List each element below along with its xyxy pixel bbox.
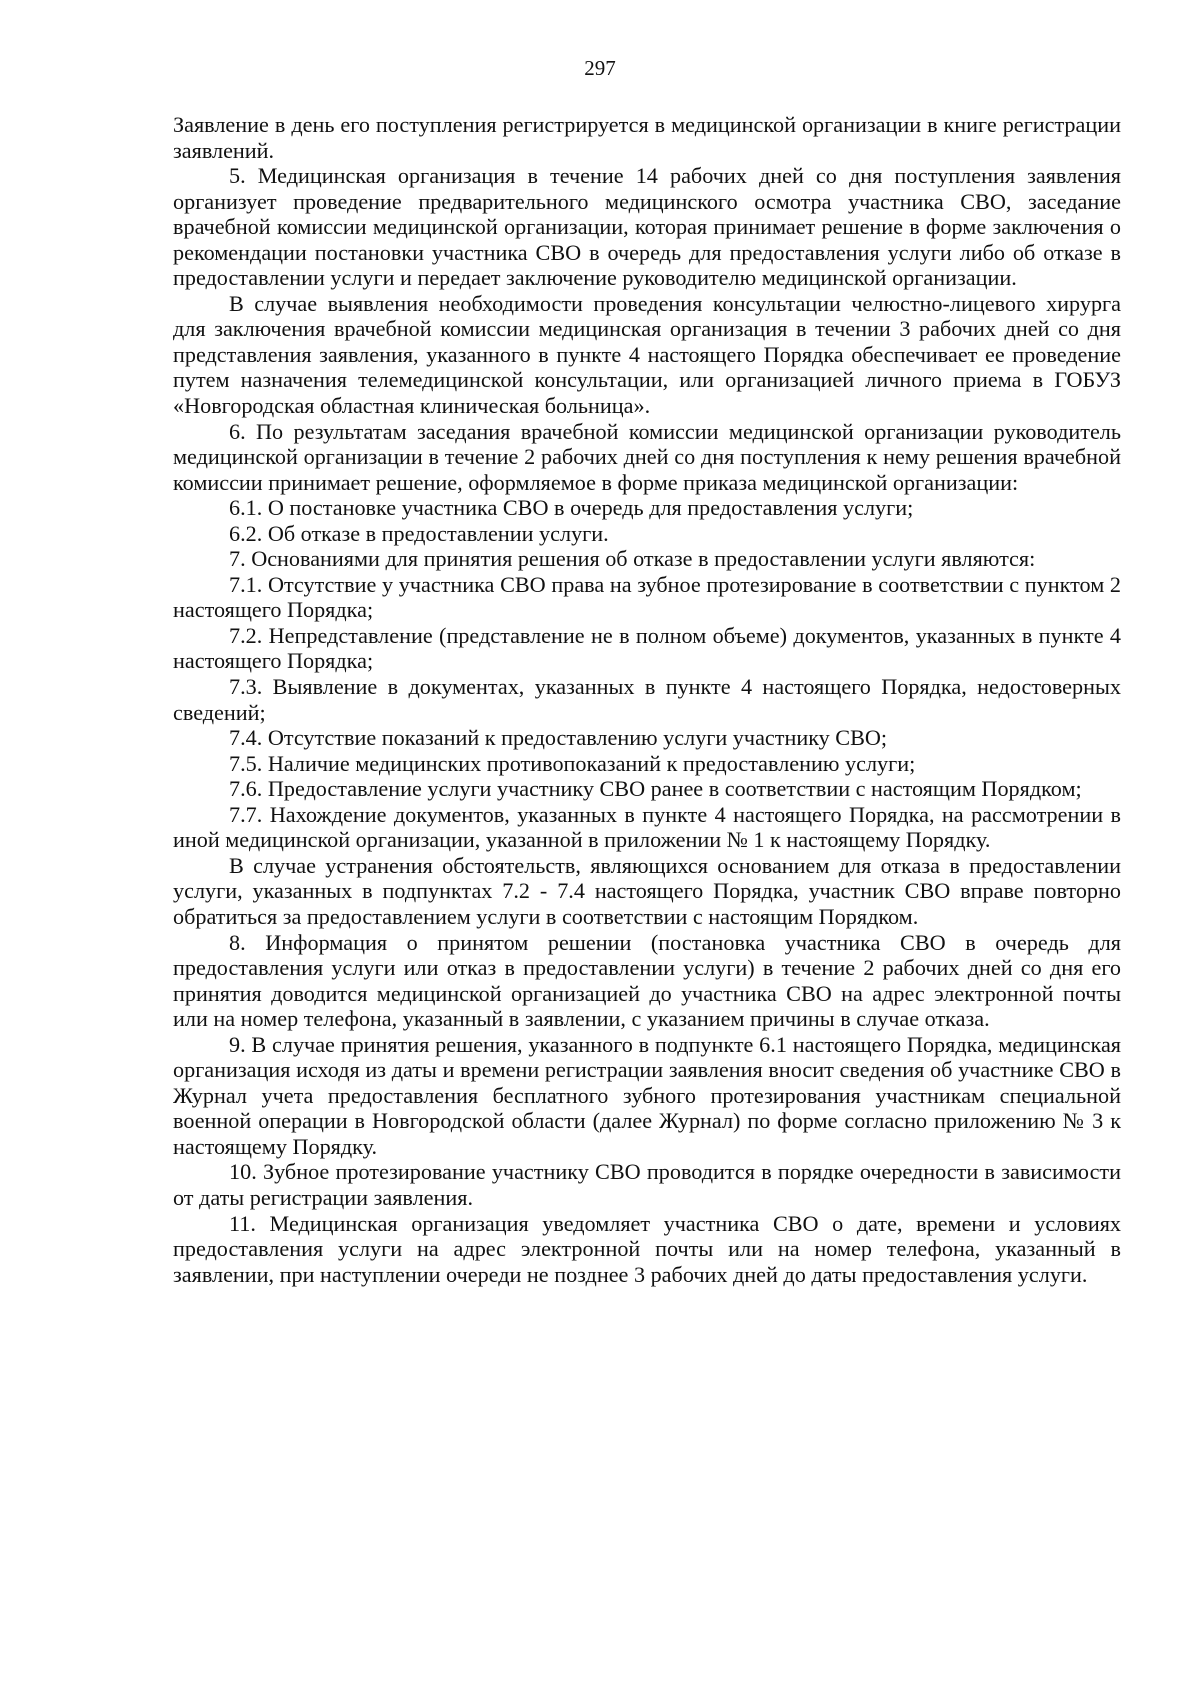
paragraph-7-3: 7.3. Выявление в документах, указанных в пункте 4 настоящего Порядка, недостоверных сведений;	[173, 674, 1121, 725]
paragraph-7-remedy: В случае устранения обстоятельств, являющихся основанием для отказа в предоставлении услуги, указанных в подпунктах 7.2 - 7.4 настоящего Порядка, участник СВО вправе повторно обратиться за предоставлением услуги в соответствии с настоящим Порядком.	[173, 852, 1121, 929]
paragraph-6-1: 6.1. О постановке участника СВО в очередь для предоставления услуги;	[229, 495, 914, 521]
paragraph-7: 7. Основаниями для принятия решения об отказе в предоставлении услуги являются:	[229, 546, 1036, 572]
paragraph-7-5: 7.5. Наличие медицинских противопоказаний к предоставлению услуги;	[229, 750, 916, 776]
paragraph-6-2: 6.2. Об отказе в предоставлении услуги.	[229, 520, 609, 546]
paragraph-9: 9. В случае принятия решения, указанного в подпункте 6.1 настоящего Порядка, медицинская организация исходя из даты и времени регистрации заявления вносит сведения об участнике СВО в Журнал учета предоставления бесплатного зубного протезирования участникам специальной военной операции в Новгородской области (далее Журнал) по форме согласно приложению № 3 к настоящему Порядку.	[173, 1031, 1121, 1159]
paragraph-7-1: 7.1. Отсутствие у участника СВО права на зубное протезирование в соответствии с пунктом 2 настоящего Порядка;	[173, 571, 1121, 623]
paragraph-7-2: 7.2. Непредставление (представление не в полном объеме) документов, указанных в пункте 4 настоящего Порядка;	[173, 622, 1121, 674]
paragraph-7-6: 7.6. Предоставление услуги участнику СВО ранее в соответствии с настоящим Порядком;	[229, 776, 1082, 802]
paragraph-7-7: 7.7. Нахождение документов, указанных в пункте 4 настоящего Порядка, на рассмотрении в иной медицинской организации, указанной в приложении № 1 к настоящему Порядку.	[173, 801, 1121, 853]
paragraph-11: 11. Медицинская организация уведомляет участника СВО о дате, времени и условиях предоставления услуги на адрес электронной почты или на номер телефона, указанный в заявлении, при наступлении очереди не позднее 3 рабочих дней до даты предоставления услуги.	[173, 1210, 1121, 1287]
document-body	[173, 112, 1121, 1287]
paragraph-10: 10. Зубное протезирование участнику СВО проводится в порядке очередности в зависимости от даты регистрации заявления.	[173, 1159, 1121, 1210]
paragraph-6: 6. По результатам заседания врачебной комиссии медицинской организации руководитель медицинской организации в течение 2 рабочих дней со дня поступления к нему решения врачебной комиссии принимает решение, оформляемое в форме приказа медицинской организации:	[173, 418, 1121, 495]
paragraph-5: 5. Медицинская организация в течение 14 рабочих дней со дня поступления заявления организует проведение предварительного медицинского осмотра участника СВО, заседание врачебной комиссии медицинской организации, которая принимает решение в форме заключения о рекомендации постановки участника СВО в очередь для предоставления услуги либо об отказе в предоставлении услуги и передает заключение руководителю медицинской организации.	[173, 163, 1121, 291]
paragraph-8: 8. Информация о принятом решении (постановка участника СВО в очередь для предоставления услуги или отказ в предоставлении услуги) в течение 2 рабочих дней со дня его принятия доводится медицинской организацией до участника СВО на адрес электронной почты или на номер телефона, указанный в заявлении, с указанием причины в случае отказа.	[173, 929, 1121, 1032]
paragraph-intro: Заявление в день его поступления регистрируется в медицинской организации в книге регистрации заявлений.	[173, 112, 1121, 163]
page-number: 297	[584, 56, 616, 80]
paragraph-7-4: 7.4. Отсутствие показаний к предоставлению услуги участнику СВО;	[229, 725, 888, 751]
paragraph-5-consultation: В случае выявления необходимости проведения консультации челюстно-лицевого хирурга для заключения врачебной комиссии медицинская организация в течении 3 рабочих дней со дня представления заявления, указанного в пункте 4 настоящего Порядка обеспечивает ее проведение путем назначения телемедицинской консультации, или организацией личного приема в ГОБУЗ «Новгородская областная клиническая больница».	[173, 290, 1121, 419]
